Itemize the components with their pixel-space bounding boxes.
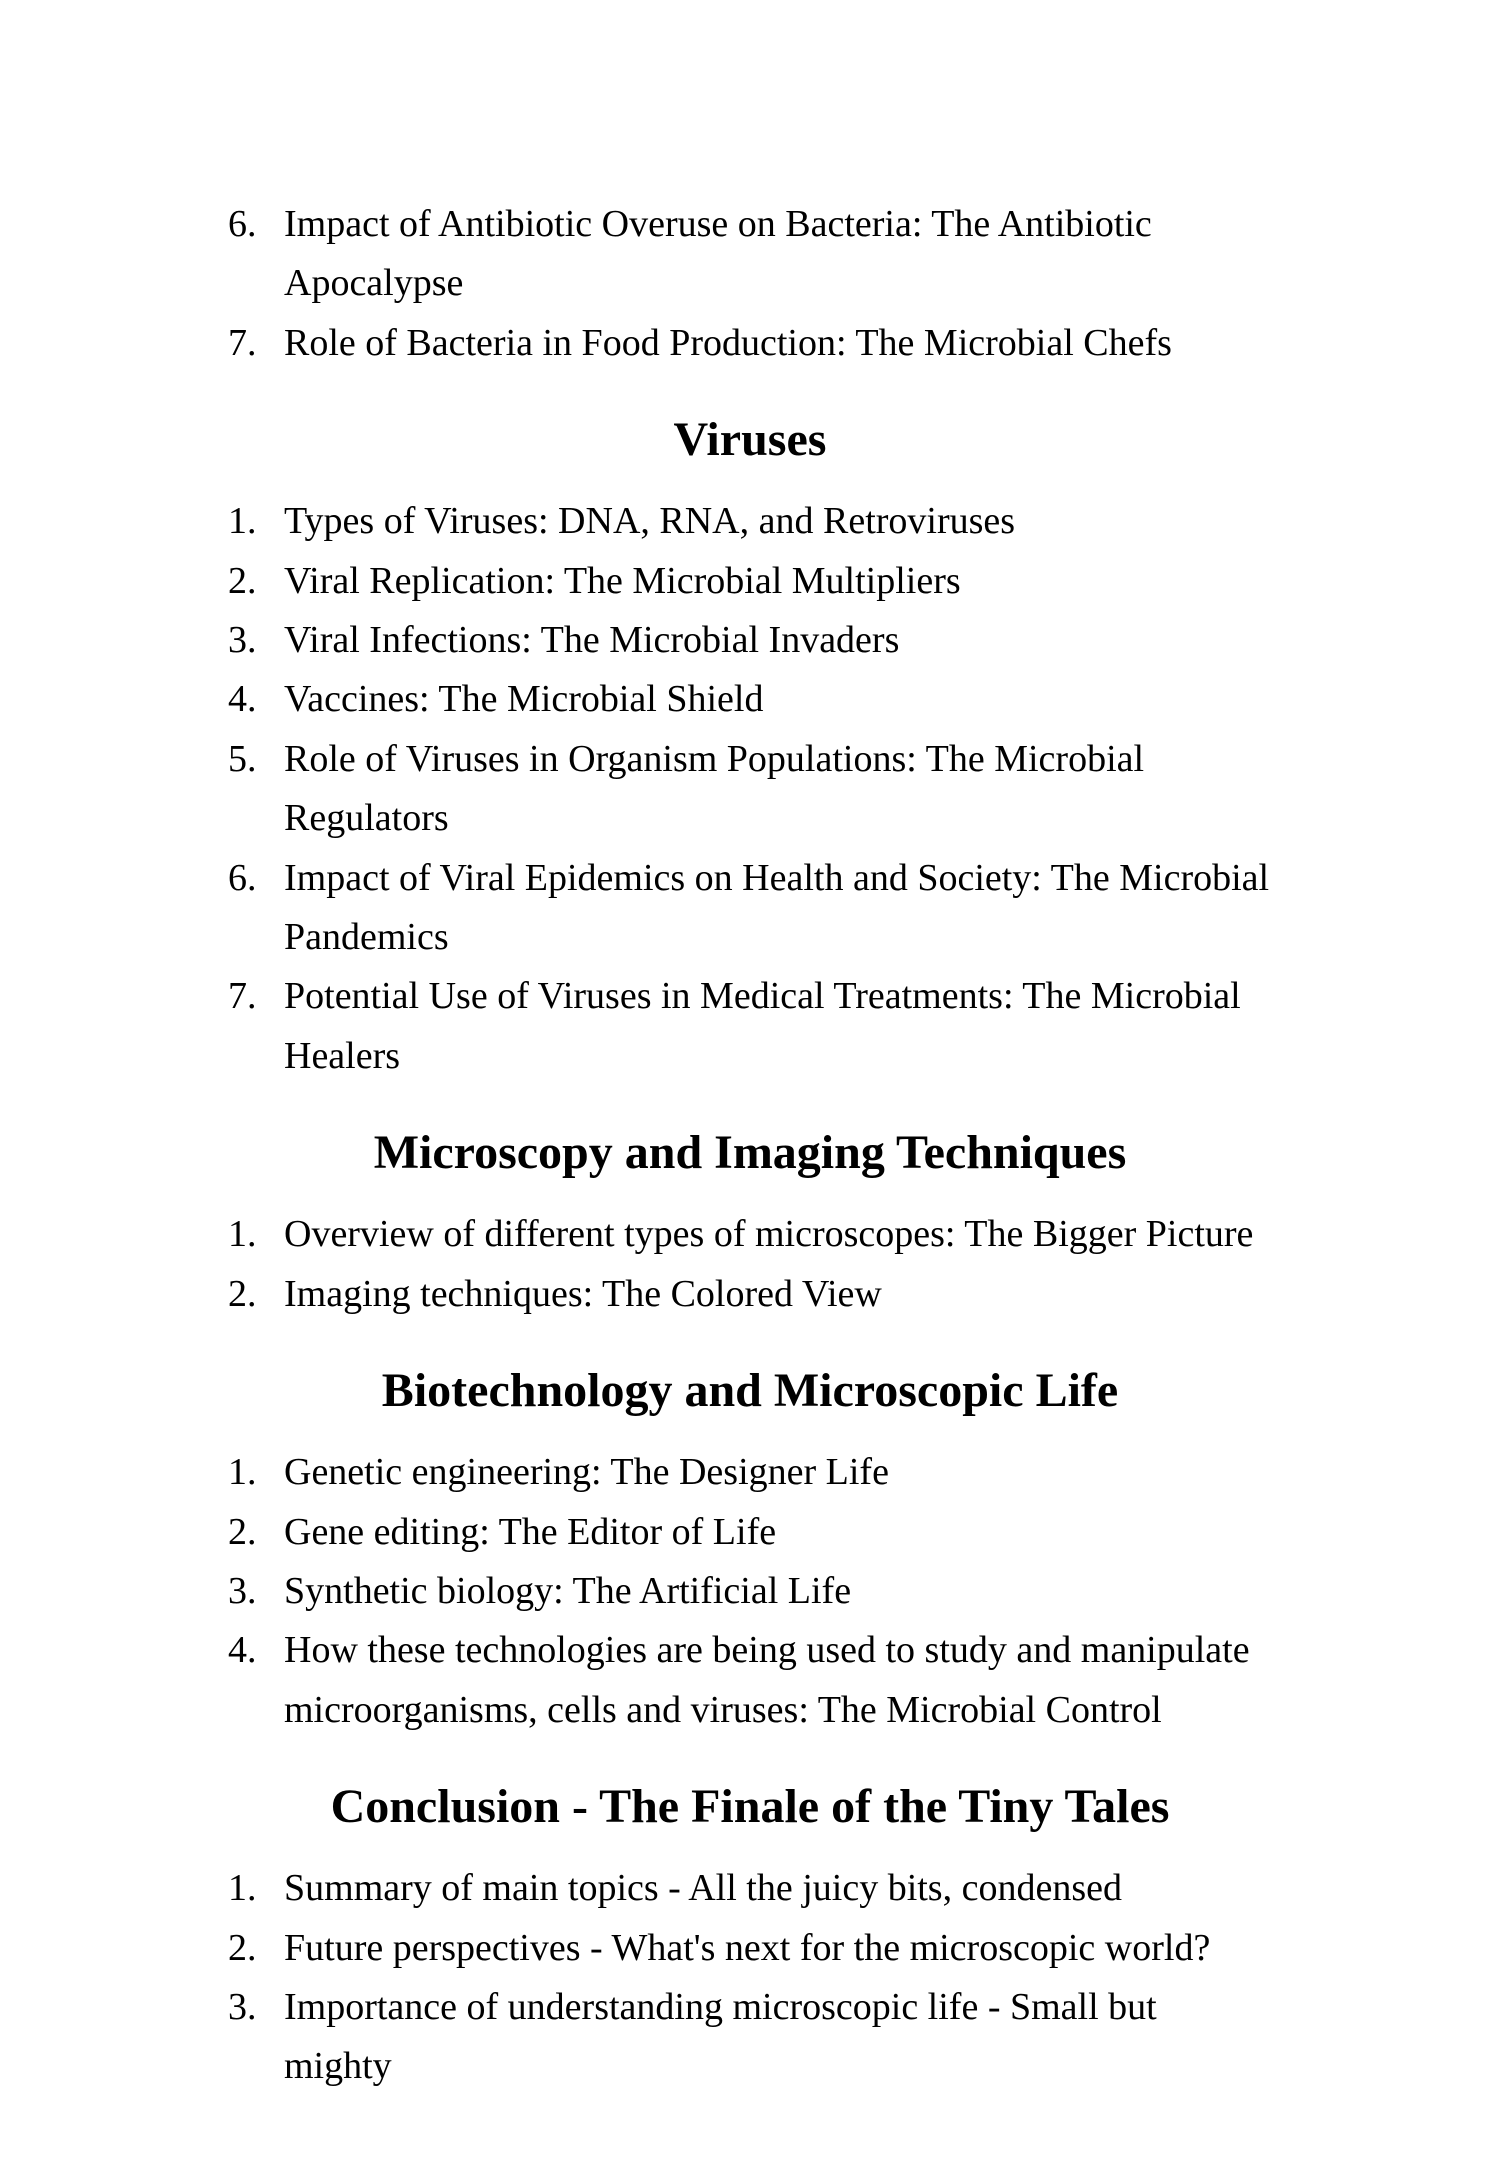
list-item-text: Imaging techniques: The Colored View [284, 1272, 882, 1315]
list-item-number: 2. [228, 559, 257, 602]
list-item [228, 1978, 1272, 2097]
section-conclusion [228, 1776, 1272, 2097]
numbered-list [228, 1859, 1272, 2097]
numbered-list [228, 195, 1272, 373]
list-item-text: Vaccines: The Microbial Shield [284, 678, 764, 721]
list-item-text: Impact of Viral Epidemics on Health and Society: The Microbial Pandemics [284, 856, 1270, 959]
list-item-text: Role of Viruses in Organism Populations: The Microbial Regulators [284, 737, 1145, 840]
list-item-text: Viral Infections: The Microbial Invaders [284, 619, 900, 662]
list-item [228, 1265, 1272, 1324]
list-item-text: Gene editing: The Editor of Life [284, 1510, 777, 1553]
list-item [228, 611, 1272, 670]
list-item-number: 2. [228, 1510, 257, 1553]
numbered-list [228, 1205, 1272, 1324]
list-item-text: Overview of different types of microscopes: The Bigger Picture [284, 1213, 1254, 1256]
section-viruses [228, 409, 1272, 1086]
list-item [228, 1919, 1272, 1978]
list-item-text: Role of Bacteria in Food Production: The Microbial Chefs [284, 321, 1172, 364]
list-item-text: Viral Replication: The Microbial Multipliers [284, 559, 961, 602]
numbered-list [228, 492, 1272, 1086]
list-item [228, 552, 1272, 611]
section-heading: Biotechnology and Microscopic Life [381, 1364, 1119, 1418]
list-item-number: 5. [228, 737, 257, 780]
list-item-text: Synthetic biology: The Artificial Life [284, 1569, 852, 1612]
list-item-text: Future perspectives - What's next for the microscopic world? [284, 1926, 1211, 1969]
list-item [228, 849, 1272, 968]
list-item-number: 1. [228, 1451, 257, 1494]
list-item-text: Types of Viruses: DNA, RNA, and Retroviruses [284, 500, 1016, 543]
list-item-number: 7. [228, 321, 257, 364]
list-item-number: 7. [228, 975, 257, 1018]
list-item-number: 4. [228, 1629, 257, 1672]
list-item-text: How these technologies are being used to study and manipulate microorganisms, cells and viruses: The Microbial Control [284, 1629, 1250, 1731]
section-biotechnology [228, 1360, 1272, 1740]
list-item [228, 1859, 1272, 1918]
list-item [228, 314, 1272, 373]
list-item [228, 1562, 1272, 1621]
list-item [228, 1443, 1272, 1502]
section-bacteria-continued [228, 195, 1272, 373]
list-item-number: 4. [228, 678, 257, 721]
list-item-text: Potential Use of Viruses in Medical Treatments: The Microbial Healers [284, 975, 1241, 1077]
list-item [228, 1503, 1272, 1562]
section-heading: Viruses [673, 413, 827, 467]
list-item [228, 670, 1272, 729]
list-item-text: Genetic engineering: The Designer Life [284, 1451, 889, 1494]
list-item-number: 3. [228, 1985, 257, 2028]
section-microscopy [228, 1122, 1272, 1324]
list-item [228, 492, 1272, 551]
numbered-list [228, 1443, 1272, 1740]
list-item-number: 2. [228, 1272, 257, 1315]
list-item-number: 6. [228, 203, 257, 245]
list-item [228, 730, 1272, 849]
list-item-number: 6. [228, 856, 257, 899]
list-item [228, 195, 1272, 314]
list-item [228, 967, 1272, 1086]
list-item-number: 2. [228, 1926, 257, 1969]
list-item-text: Importance of understanding microscopic life - Small but mighty [284, 1985, 1157, 2088]
list-item-number: 1. [228, 1867, 257, 1910]
list-item [228, 1205, 1272, 1264]
list-item-number: 1. [228, 1213, 257, 1256]
section-heading: Conclusion - The Finale of the Tiny Tales [330, 1780, 1170, 1834]
list-item-text: Impact of Antibiotic Overuse on Bacteria: The Antibiotic Apocalypse [284, 203, 1152, 305]
list-item-number: 3. [228, 1569, 257, 1612]
list-item-number: 1. [228, 500, 257, 543]
list-item-text: Summary of main topics - All the juicy bits, condensed [284, 1867, 1122, 1910]
list-item-number: 3. [228, 619, 257, 662]
list-item [228, 1621, 1272, 1740]
section-heading: Microscopy and Imaging Techniques [373, 1126, 1127, 1180]
